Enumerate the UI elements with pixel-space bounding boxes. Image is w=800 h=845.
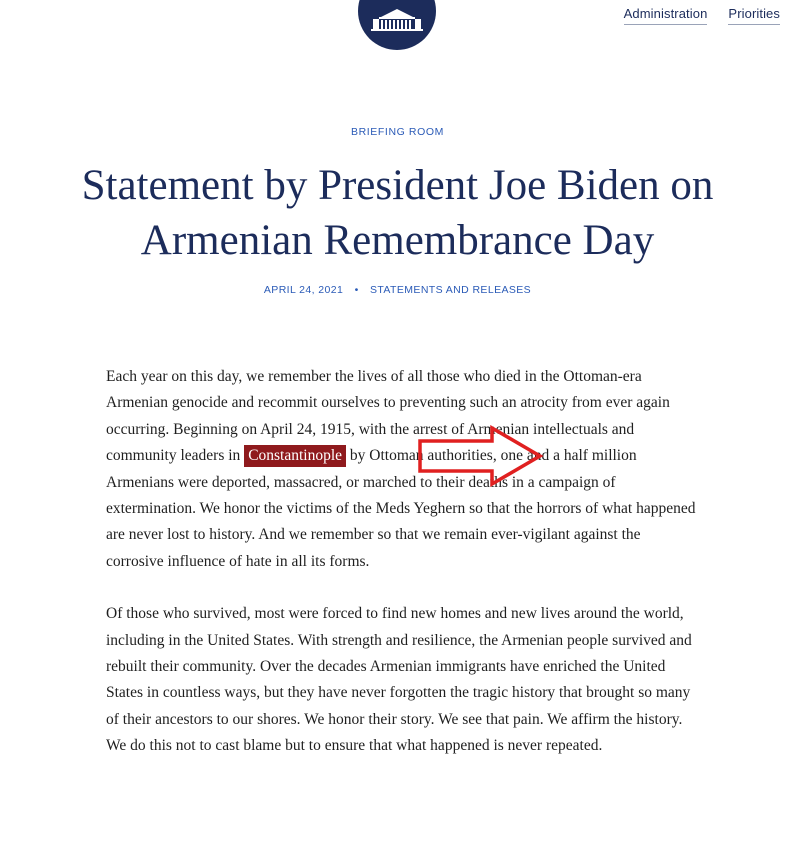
title-line-2: Armenian Remembrance Day xyxy=(140,217,655,264)
paragraph-2: Of those who survived, most were forced to find new homes and new lives around the world, including in the United States. With strength and resilience, the Armenian people survived and rebuilt their community. Over the decades Armenian immigrants have enriched the United States in countless ways, but they have never forgotten the tragic history that brought so many of their ancestors to our shores. We honor their story. We see that pain. We affirm the history. We do this not to cast blame but to ensure that what happened is never repeated. xyxy=(106,605,692,755)
article-body xyxy=(106,364,696,786)
paragraph-1 xyxy=(106,364,696,575)
title-line-1: Statement by President Joe Biden on xyxy=(81,162,714,209)
publish-date: APRIL 24, 2021 xyxy=(263,284,344,296)
article-meta xyxy=(0,284,795,296)
paragraph-1-text-after: by Ottoman authorities, one and a half million Armenians were deported, massacred, or marched to their deaths in a campaign of extermination. We honor the victims of the Meds Yeghern so that the horrors of what happened are never lost to history. And we remember so that we remain ever-vigilant against the corrosive influence of hate in all its forms. xyxy=(106,447,696,570)
category-link[interactable]: STATEMENTS AND RELEASES xyxy=(369,284,532,296)
nav-link-priorities[interactable]: Priorities xyxy=(728,6,780,25)
briefing-room-link[interactable]: BRIEFING ROOM xyxy=(351,126,444,138)
section-eyebrow[interactable] xyxy=(0,126,795,138)
nav-link-administration[interactable]: Administration xyxy=(624,6,708,25)
page-title xyxy=(0,158,795,268)
red-arrow-right-icon xyxy=(418,425,546,487)
top-nav xyxy=(624,6,780,25)
white-house-seal-icon xyxy=(367,0,427,31)
paragraph-1-text-before: Each year on this day, we remember the lives of all those who died in the Ottoman-era Armenian genocide and recommit ourselves to preventing such an atrocity from ever again occurring. Beginning on April 24, 1915, with the arrest of Armenian intellectuals and community leaders in xyxy=(106,368,670,465)
highlighted-term: Constantinople xyxy=(244,445,346,467)
white-house-logo[interactable] xyxy=(358,0,436,50)
meta-separator: • xyxy=(354,284,359,296)
